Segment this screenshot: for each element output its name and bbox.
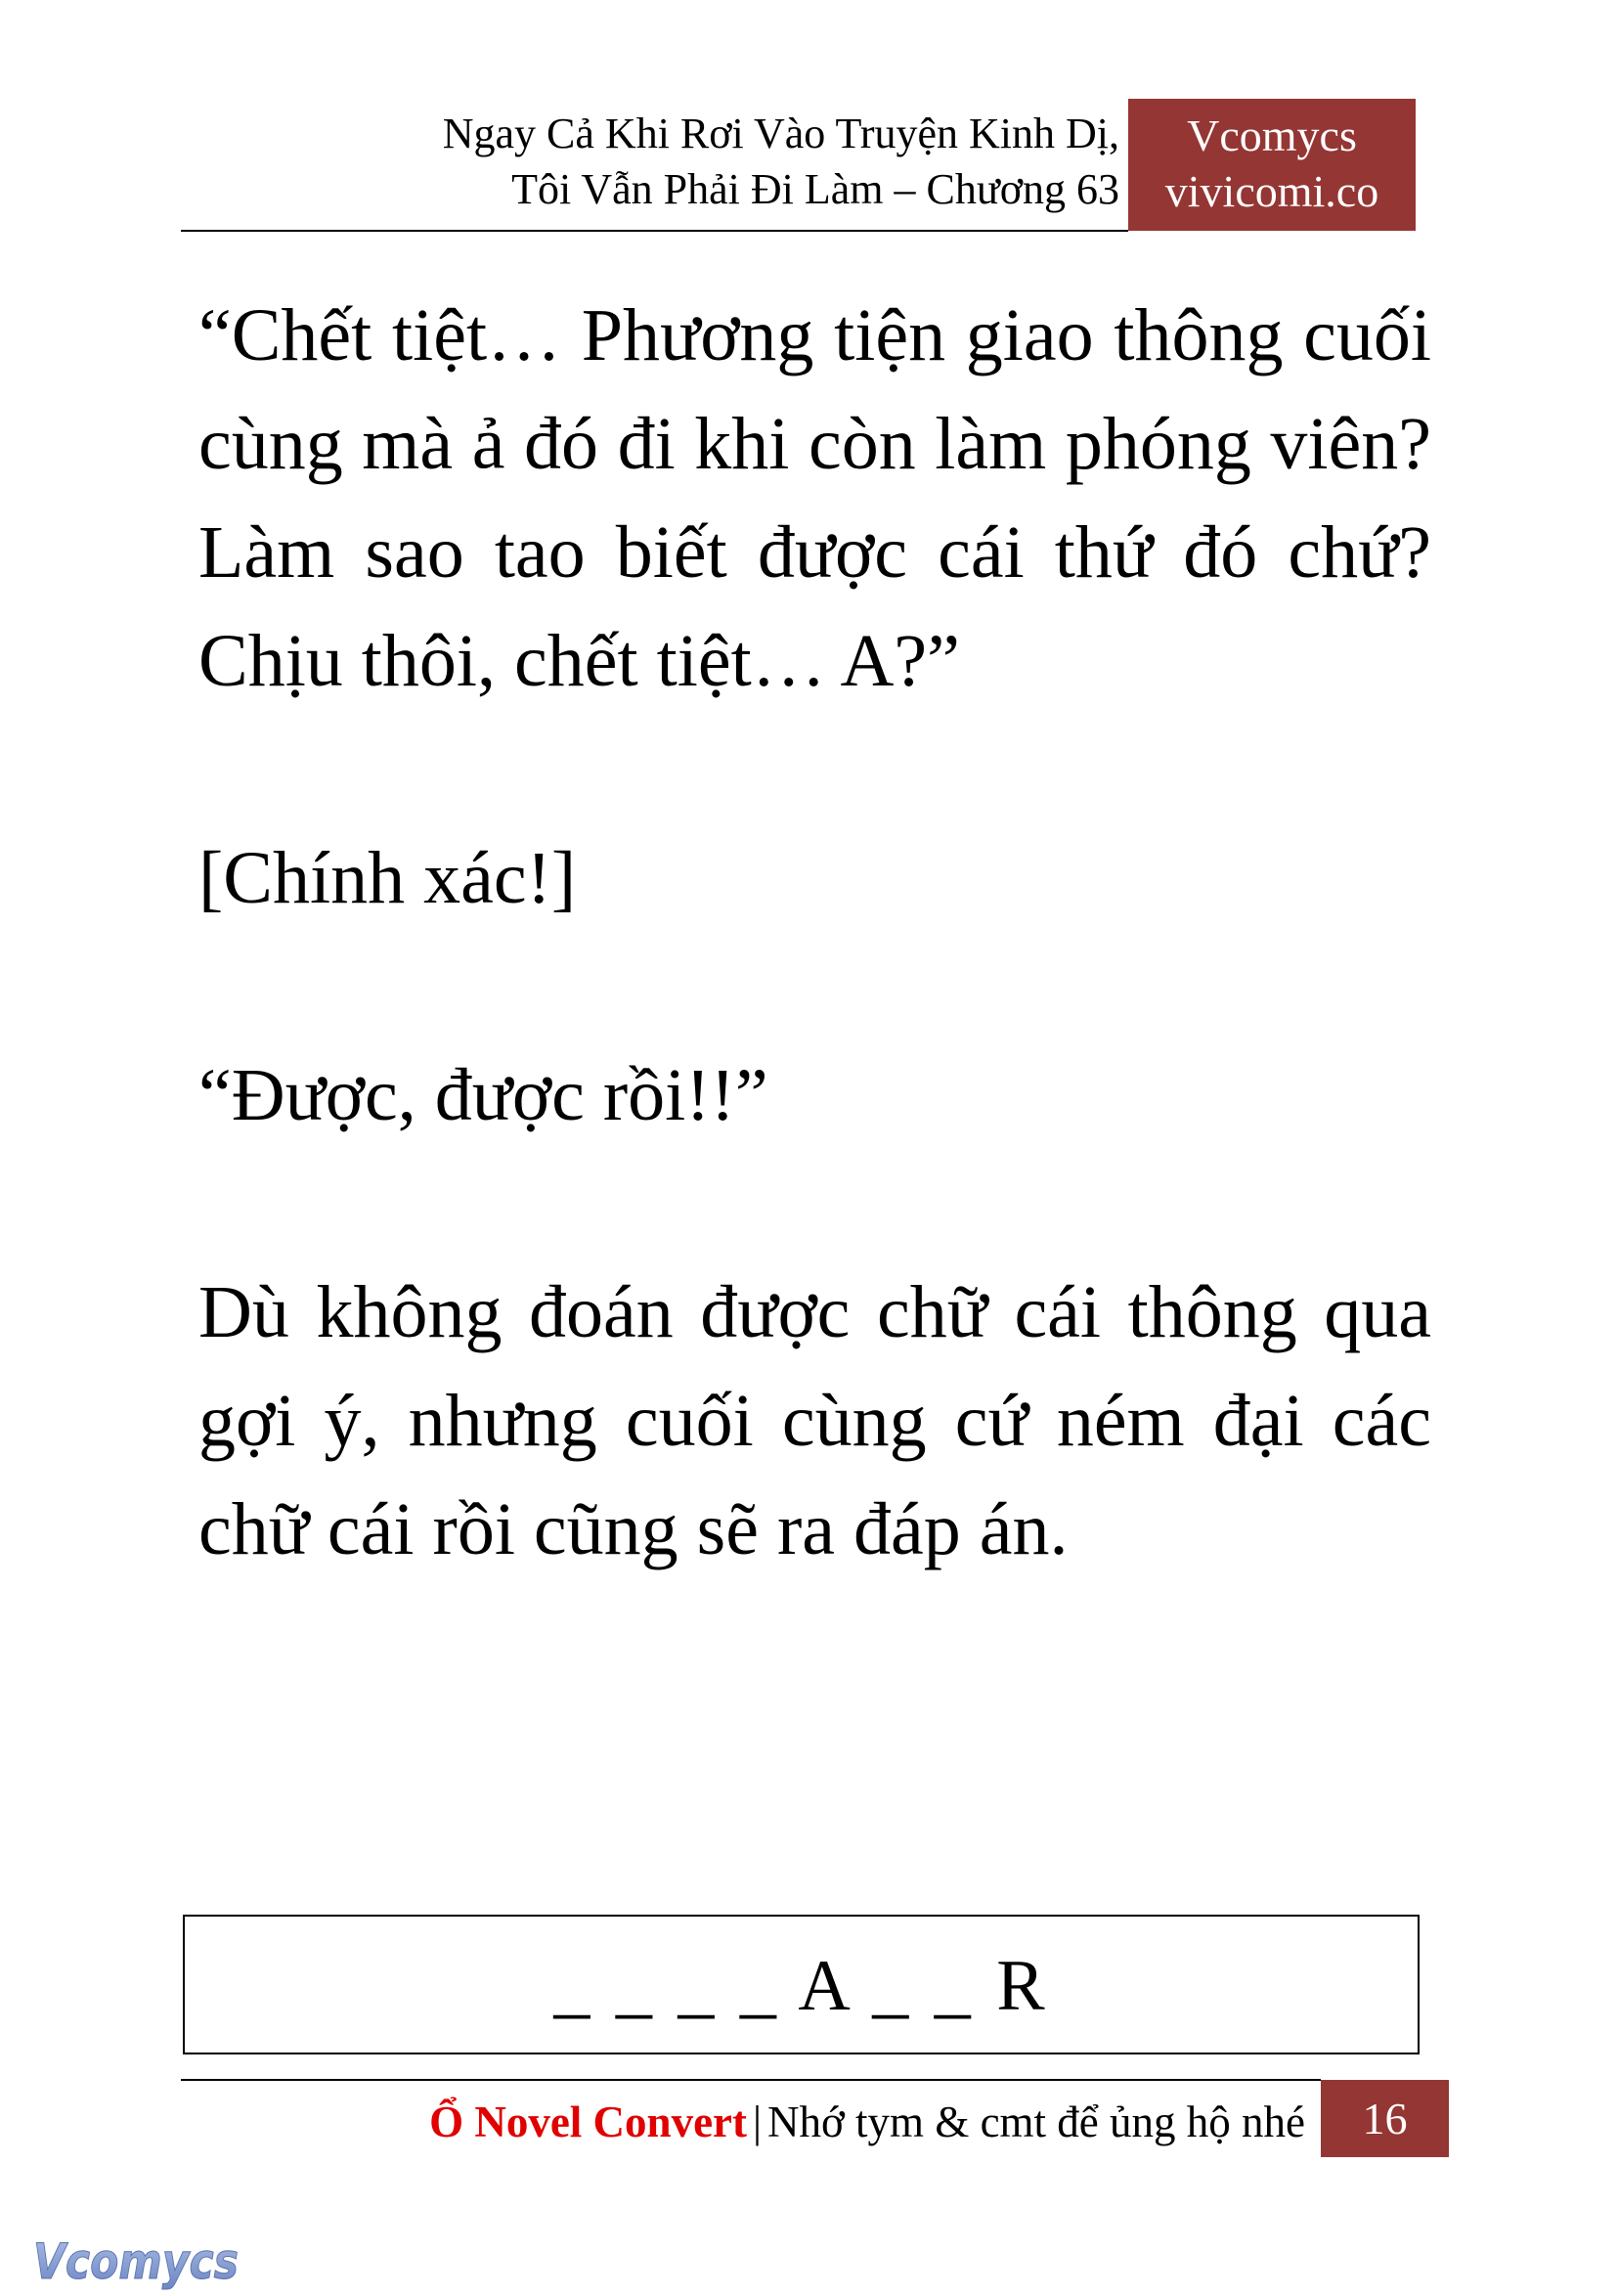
header-divider <box>181 230 1128 232</box>
chapter-title-line-2: Tôi Vẫn Phải Đi Làm – Chương 63 <box>511 165 1119 213</box>
vcomycs-logo <box>29 2228 244 2296</box>
site-badge-url: vivicomi.co <box>1164 166 1379 216</box>
chapter-title <box>443 106 1119 217</box>
footer-text <box>429 2095 1305 2149</box>
site-badge <box>1128 99 1416 231</box>
footer-separator: | <box>753 2097 763 2146</box>
page-number: 16 <box>1321 2080 1449 2157</box>
footer-divider <box>181 2079 1321 2081</box>
paragraph: [Chính xác!] <box>198 837 577 919</box>
footer-brand: Ổ Novel Convert <box>429 2097 747 2146</box>
svg-text:Vcomycs: Vcomycs <box>33 2233 239 2290</box>
answer-pattern: _ _ _ _ A _ _ R <box>553 1946 1049 2026</box>
footer-message: Nhớ tym & cmt để ủng hộ nhé <box>767 2097 1305 2146</box>
chapter-body <box>198 282 1431 1693</box>
paragraph: “Được, được rồi!!” <box>198 1054 768 1136</box>
site-badge-name: Vcomycs <box>1187 110 1357 160</box>
answer-pattern-box <box>183 1915 1420 2054</box>
paragraph: “Chết tiệt… Phương tiện giao thông cuối cùng mà ả đó đi khi còn làm phóng viên? Làm sao tao biết được cái thứ đó chứ? Chịu thôi, chết tiệt… A?” <box>198 294 1431 702</box>
chapter-title-line-1: Ngay Cả Khi Rơi Vào Truyện Kinh Dị, <box>442 110 1119 157</box>
paragraph: Dù không đoán được chữ cái thông qua gợi ý, nhưng cuối cùng cứ ném đại các chữ cái rồi cũng sẽ ra đáp án. <box>198 1271 1431 1570</box>
